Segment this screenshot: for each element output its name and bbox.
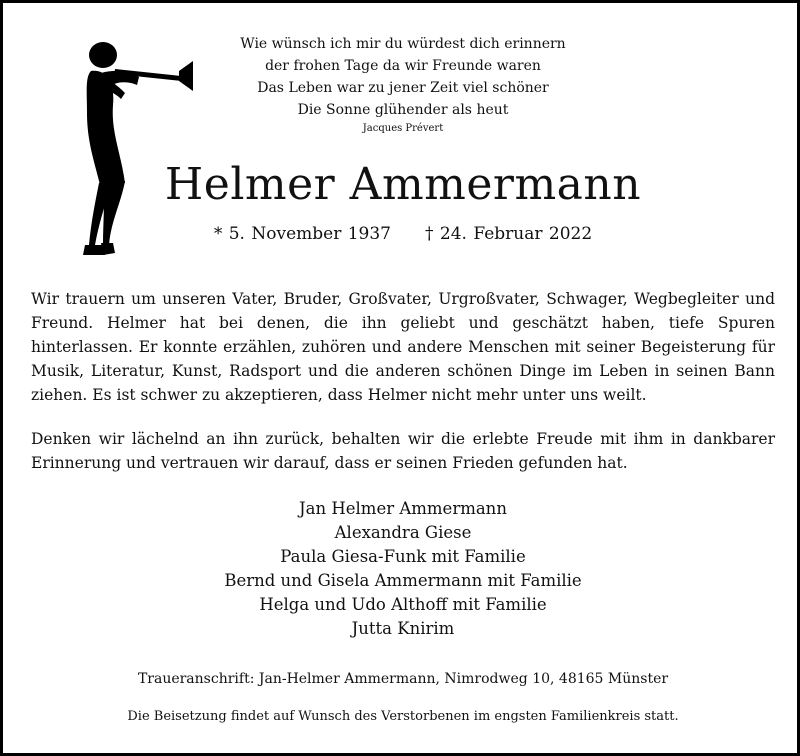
mourner: Alexandra Giese [334,523,472,542]
death-date: † 24. Februar 2022 [425,224,593,244]
mourner: Helga und Udo Althoff mit Familie [259,595,547,614]
poem-line: der frohen Tage da wir Freunde waren [265,58,541,74]
birth-date: * 5. November 1937 [213,224,391,244]
remembrance-paragraph: Denken wir lächelnd an ihn zurück, behalten wir die erlebte Freude mit ihm in dankbarer Erinnerung und vertrauen wir darauf, dass er seinen Frieden gefunden hat. [31,430,775,472]
mourning-address: Traueranschrift: Jan-Helmer Ammermann, Nimrodweg 10, 48165 Münster [137,671,669,687]
poem [203,33,603,137]
poem-line: Wie wünsch ich mir du würdest dich erinnern [240,36,566,52]
mourning-paragraph: Wir trauern um unseren Vater, Bruder, Großvater, Urgroßvater, Schwager, Wegbegleiter und Freund. Helmer hat bei denen, die ihn geliebt und geschätzt haben, tiefe Spuren hinterlassen. Er konnte erzählen, zuhören und andere Menschen mit seiner Begeisterung für Musik, Literatur, Kunst, Radsport und die anderen schönen Dinge im Leben in seinen Bann ziehen. Es ist schwer zu akzeptieren, dass Helmer nicht mehr unter uns weilt. [31,290,775,404]
mourners-list [103,497,703,641]
poem-line: Das Leben war zu jener Zeit viel schöner [257,80,549,96]
poem-line: Die Sonne glühender als heut [297,102,509,118]
trumpet-player-silhouette-icon [81,33,201,263]
mourner: Paula Giesa-Funk mit Familie [280,547,526,566]
mourner: Jutta Knirim [351,619,455,638]
funeral-note: Die Beisetzung findet auf Wunsch des Verstorbenen im engsten Familienkreis statt. [127,709,679,724]
mourner: Jan Helmer Ammermann [299,499,507,518]
deceased-name: Helmer Ammermann [164,159,642,210]
life-dates [203,221,603,247]
poem-author: Jacques Prévert [362,123,444,134]
mourner: Bernd und Gisela Ammermann mit Familie [224,571,582,590]
